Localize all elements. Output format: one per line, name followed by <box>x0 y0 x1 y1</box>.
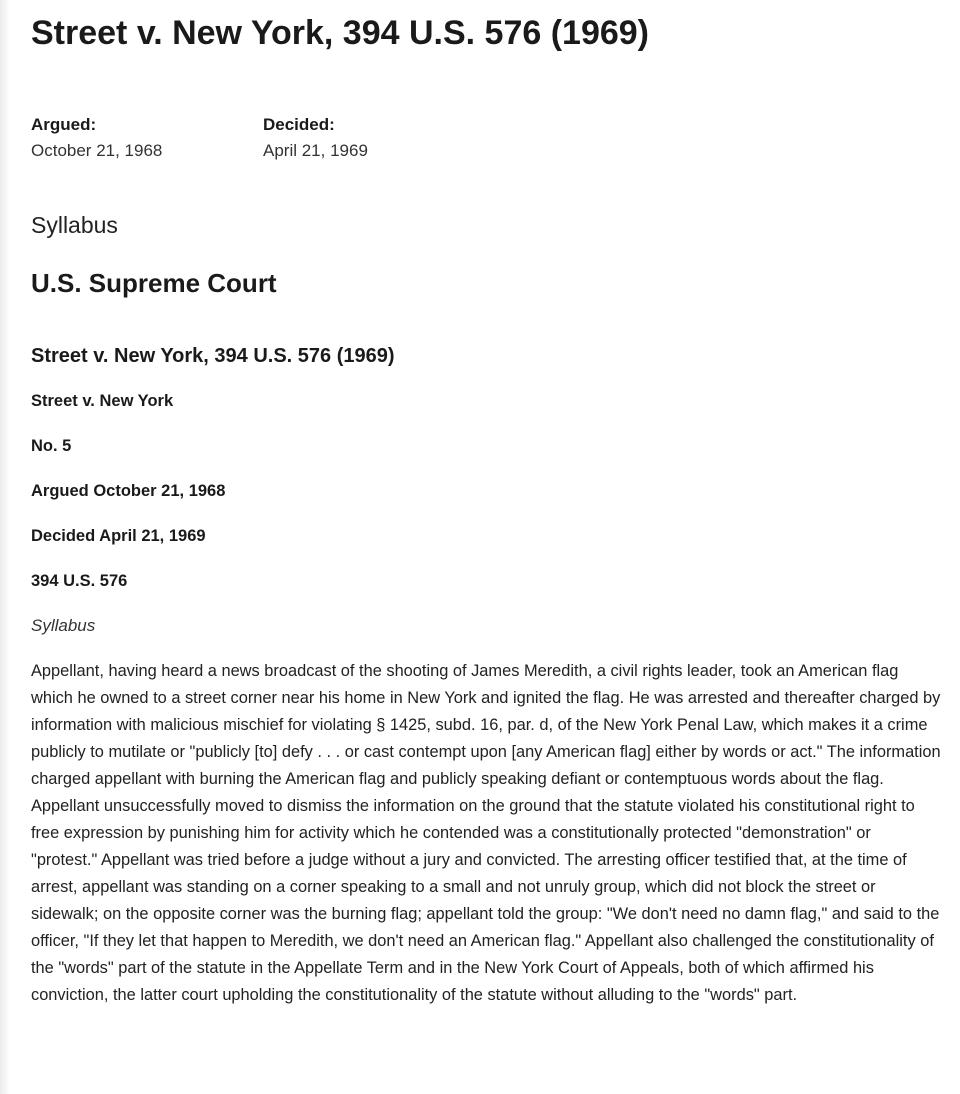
argued-line: Argued October 21, 1968 <box>31 482 226 500</box>
argued-date-block <box>31 113 162 165</box>
argued-label: Argued: <box>31 115 97 134</box>
court-name: U.S. Supreme Court <box>31 268 277 298</box>
citation-line: 394 U.S. 576 <box>31 572 128 590</box>
left-edge-shadow <box>0 0 10 1094</box>
decided-value: April 21, 1969 <box>263 141 368 160</box>
case-short-name: Street v. New York <box>31 392 174 410</box>
decided-date-block <box>263 113 368 165</box>
case-title: Street v. New York, 394 U.S. 576 (1969) <box>31 345 395 367</box>
argued-value: October 21, 1968 <box>31 141 163 160</box>
docket-number: No. 5 <box>31 437 72 455</box>
decided-label: Decided: <box>263 115 335 134</box>
page-title: Street v. New York, 394 U.S. 576 (1969) <box>31 14 649 52</box>
decided-line: Decided April 21, 1969 <box>31 527 206 545</box>
syllabus-paragraph: Appellant, having heard a news broadcast of the shooting of James Meredith, a civil rights leader, took an American flag which he owned to a street corner near his home in New York and ignited the flag. He was arrested and thereafter charged by information with malicious mischief for violating § 1425, subd. 16, par. d, of the New York Penal Law, which makes it a crime publicly to mutilate or "publicly [to] defy . . . or cast contempt upon [any American flag] either by words or act." The information charged appellant with burning the American flag and publicly speaking defiant or contemptuous words about the flag. Appellant unsuccessfully moved to dismiss the information on the ground that the statute violated his constitutional right to free expression by punishing him for activity which he contended was a constitutionally protected "demonstration" or "protest." Appellant was tried before a judge without a jury and convicted. The arresting officer testified that, at the time of arrest, appellant was standing on a corner speaking to a small and not unruly group, which did not block the street or sidewalk; on the opposite corner was the burning flag; appellant told the group: "We don't need no damn flag," and said to the officer, "If they let that happen to Meredith, we don't need an American flag." Appellant also challenged the constitutionality of the "words" part of the statute in the Appellate Term and in the New York Court of Appeals, both of which affirmed his conviction, the latter court upholding the constitutionality of the statute without alluding to the "words" part. <box>31 662 941 1004</box>
syllabus-label: Syllabus <box>31 616 96 635</box>
syllabus-section-heading: Syllabus <box>31 212 118 238</box>
